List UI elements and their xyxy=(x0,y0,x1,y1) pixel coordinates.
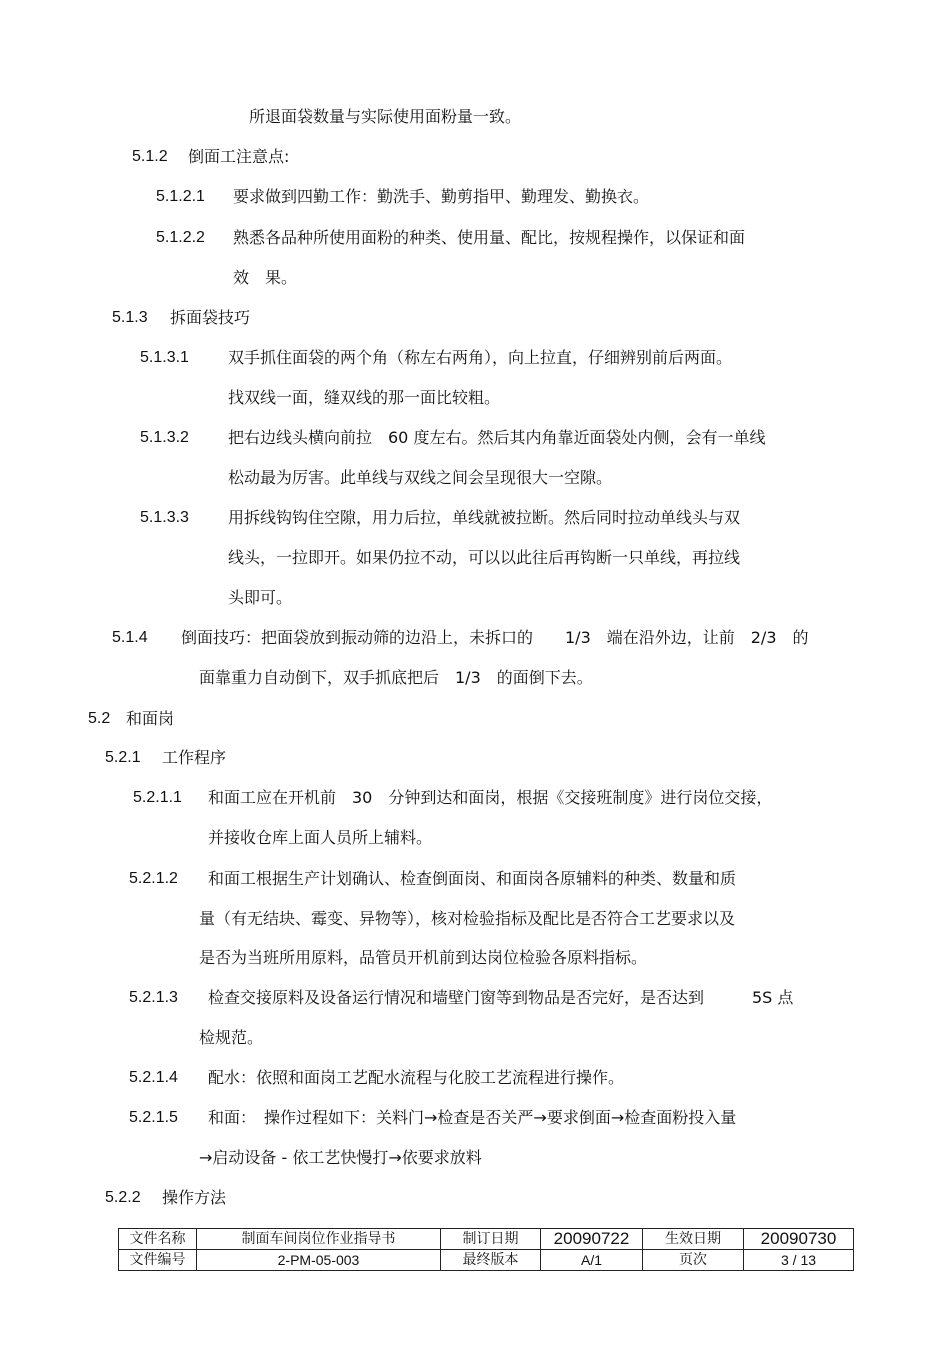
section-number: 5.1.2.2 xyxy=(156,229,205,246)
section-number: 5.2.1.5 xyxy=(129,1109,178,1126)
section-number: 5.1.2.1 xyxy=(156,188,205,205)
text-line: 量（有无结块、霉变、异物等），核对检验指标及配比是否符合工艺要求以及 xyxy=(199,909,736,928)
text-line: 并接收仓库上面人员所上辅料。 xyxy=(208,828,433,847)
version-label: 最终版本 xyxy=(441,1250,541,1271)
text-line: →启动设备 - 依工艺快慢打→依要求放料 xyxy=(199,1148,482,1167)
text-line: 面靠重力自动倒下，双手抓底把后 1/3 的面倒下去。 xyxy=(199,668,593,687)
file-no-value: 2-PM-05-003 xyxy=(197,1250,441,1271)
text-line: 和面工应在开机前 30 分钟到达和面岗，根据《交接班制度》进行岗位交接， xyxy=(208,788,773,807)
effective-date-value: 20090730 xyxy=(744,1229,854,1250)
section-heading: 和面岗 xyxy=(126,709,175,728)
section-number: 5.2.1.1 xyxy=(133,789,182,806)
text-line: 是否为当班所用原料，品管员开机前到达岗位检验各原料指标。 xyxy=(199,948,648,967)
file-name-value: 制面车间岗位作业指导书 xyxy=(197,1229,441,1250)
text-line: 头即可。 xyxy=(228,588,293,607)
section-heading: 拆面袋技巧 xyxy=(170,308,251,327)
section-number: 5.2.1.2 xyxy=(129,870,178,887)
section-number: 5.1.3.3 xyxy=(140,509,189,526)
text-line: 把右边线头横向前拉 60 度左右。然后其内角靠近面袋处内侧，会有一单线 xyxy=(228,428,766,447)
text-line: 熟悉各品种所使用面粉的种类、使用量、配比，按规程操作，以保证和面 xyxy=(233,228,746,247)
section-number: 5.2.1 xyxy=(105,749,141,766)
page-value: 3 / 13 xyxy=(744,1250,854,1271)
section-number: 5.1.3.2 xyxy=(140,429,189,446)
text-line: 线头，一拉即开。如果仍拉不动，可以以此往后再钩断一只单线，再拉线 xyxy=(228,548,741,567)
section-number: 5.2.1.3 xyxy=(129,989,178,1006)
text-line: 检规范。 xyxy=(199,1028,264,1047)
text-line: 倒面技巧：把面袋放到振动筛的边沿上，未拆口的 1/3 端在沿外边，让前 2/3 的 xyxy=(181,628,809,647)
text-line: 双手抓住面袋的两个角（称左右两角），向上拉直，仔细辨别前后两面。 xyxy=(228,348,733,367)
section-number: 5.2.2 xyxy=(105,1189,141,1206)
version-value: A/1 xyxy=(541,1250,643,1271)
section-number: 5.1.2 xyxy=(132,148,168,165)
text-line: 用拆线钩钩住空隙，用力后拉，单线就被拉断。然后同时拉动单线头与双 xyxy=(228,508,741,527)
section-number: 5.1.3 xyxy=(112,309,148,326)
section-number: 5.2.1.4 xyxy=(129,1069,178,1086)
section-heading: 倒面工注意点: xyxy=(188,147,290,166)
file-no-label: 文件编号 xyxy=(119,1250,197,1271)
section-heading: 工作程序 xyxy=(162,748,227,767)
section-number: 5.2 xyxy=(88,710,111,727)
text-line: 配水：依照和面岗工艺配水流程与化胶工艺流程进行操作。 xyxy=(208,1068,625,1087)
effective-date-label: 生效日期 xyxy=(643,1229,744,1250)
text-line: 检查交接原料及设备运行情况和墙壁门窗等到物品是否完好，是否达到 5S 点 xyxy=(208,988,794,1007)
text-line: 松动最为厉害。此单线与双线之间会呈现很大一空隙。 xyxy=(228,468,613,487)
text-line: 效 果。 xyxy=(233,268,298,287)
table-row xyxy=(119,1229,854,1250)
text-line: 要求做到四勤工作：勤洗手、勤剪指甲、勤理发、勤换衣。 xyxy=(233,187,650,206)
issue-date-value: 20090722 xyxy=(541,1229,643,1250)
text-line: 找双线一面，缝双线的那一面比较粗。 xyxy=(228,388,501,407)
text-line: 所退面袋数量与实际使用面粉量一致。 xyxy=(249,107,522,126)
text-line: 和面工根据生产计划确认、检查倒面岗、和面岗各原辅料的种类、数量和质 xyxy=(208,869,737,888)
file-name-label: 文件名称 xyxy=(119,1229,197,1250)
section-heading: 操作方法 xyxy=(162,1188,227,1207)
page-label: 页次 xyxy=(643,1250,744,1271)
text-line: 和面： 操作过程如下：关料门→检查是否关严→要求倒面→检查面粉投入量 xyxy=(208,1108,737,1127)
section-number: 5.1.4 xyxy=(112,629,148,646)
document-info-table xyxy=(118,1228,854,1271)
issue-date-label: 制订日期 xyxy=(441,1229,541,1250)
table-row xyxy=(119,1250,854,1271)
section-number: 5.1.3.1 xyxy=(140,349,189,366)
